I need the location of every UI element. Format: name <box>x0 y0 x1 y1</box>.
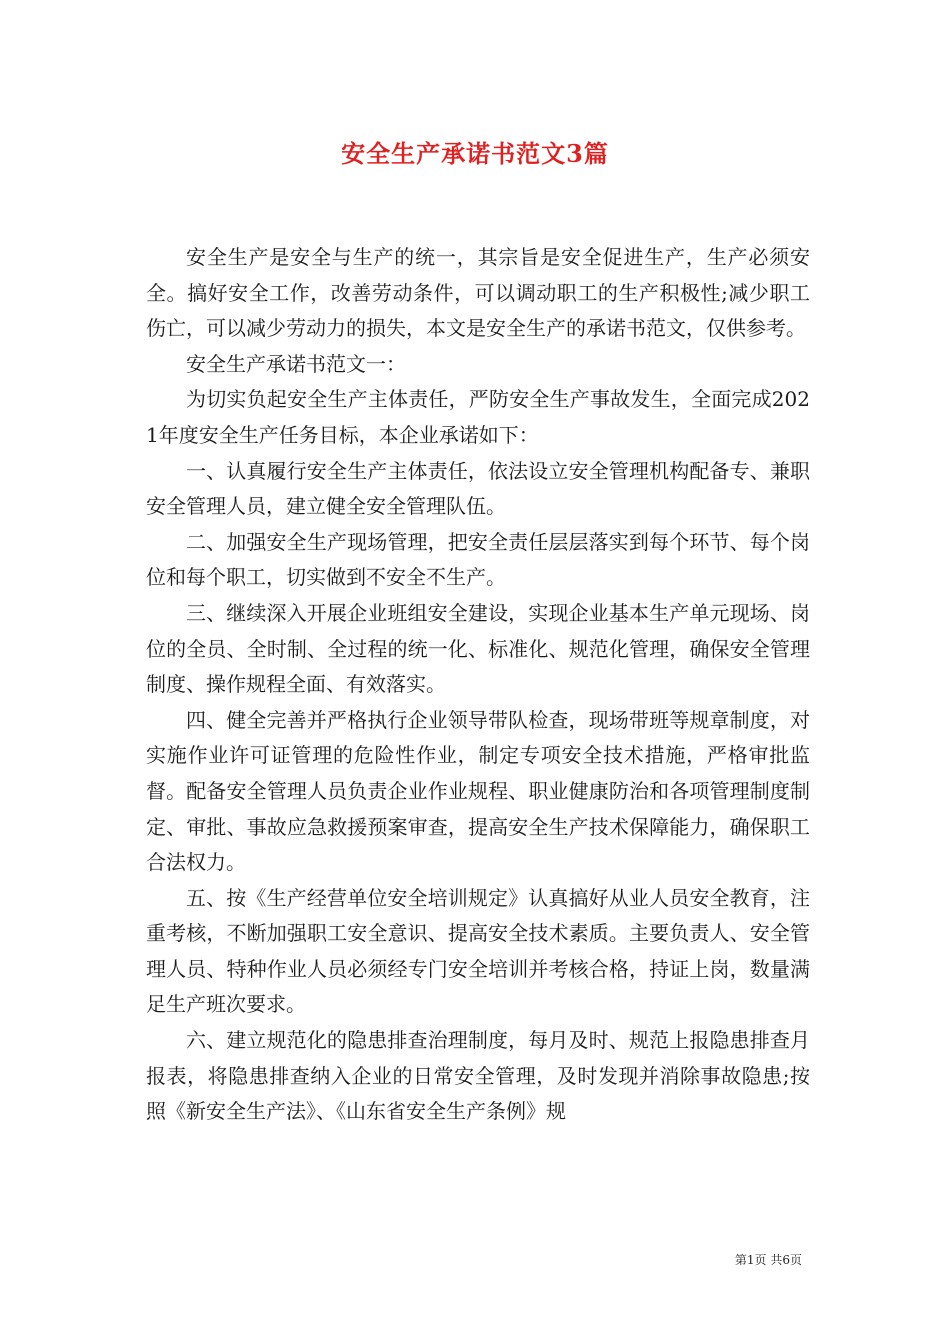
paragraph-intro: 安全生产是安全与生产的统一，其宗旨是安全促进生产，生产必须安全。搞好安全工作，改善劳动条件，可以调动职工的生产积极性;减少职工伤亡，可以减少劳动力的损失，本文是安全生产的承诺书范文，仅供参考。 <box>146 245 810 341</box>
paragraph-section-heading: 安全生产承诺书范文一： <box>186 351 406 376</box>
paragraph-item-1: 一、认真履行安全生产主体责任，依法设立安全管理机构配备专、兼职安全管理人员，建立健全安全管理队伍。 <box>146 458 810 519</box>
document-body <box>146 240 810 1130</box>
paragraph-item-5: 五、按《生产经营单位安全培训规定》认真搞好从业人员安全教育，注重考核，不断加强职工安全意识、提高安全技术素质。主要负责人、安全管理人员、特种作业人员必须经专门安全培训并考核合格，持证上岗，数量满足生产班次要求。 <box>146 885 810 1017</box>
paragraph-item-6: 六、建立规范化的隐患排查治理制度，每月及时、规范上报隐患排查月报表，将隐患排查纳入企业的日常安全管理，及时发现并消除事故隐患;按照《新安全生产法》、《山东省安全生产条例》规 <box>146 1028 810 1124</box>
document-title: 安全生产承诺书范文3篇 <box>341 139 609 168</box>
paragraph-item-2: 二、加强安全生产现场管理，把安全责任层层落实到每个环节、每个岗位和每个职工，切实做到不安全不生产。 <box>146 529 810 590</box>
paragraph-item-3: 三、继续深入开展企业班组安全建设，实现企业基本生产单元现场、岗位的全员、全时制、全过程的统一化、标准化、规范化管理，确保安全管理制度、操作规程全面、有效落实。 <box>146 600 810 697</box>
paragraph-preamble: 为切实负起安全生产主体责任，严防安全生产事故发生，全面完成2021年度安全生产任务目标，本企业承诺如下： <box>146 387 810 447</box>
page-number-footer: 第1页 共6页 <box>734 1253 802 1267</box>
paragraph-item-4: 四、健全完善并严格执行企业领导带队检查，现场带班等规章制度，对实施作业许可证管理的危险性作业，制定专项安全技术措施，严格审批监督。配备安全管理人员负责企业作业规程、职业健康防治和各项管理制度制定、审批、事故应急救援预案审查，提高安全生产技术保障能力，确保职工合法权力。 <box>146 707 810 875</box>
